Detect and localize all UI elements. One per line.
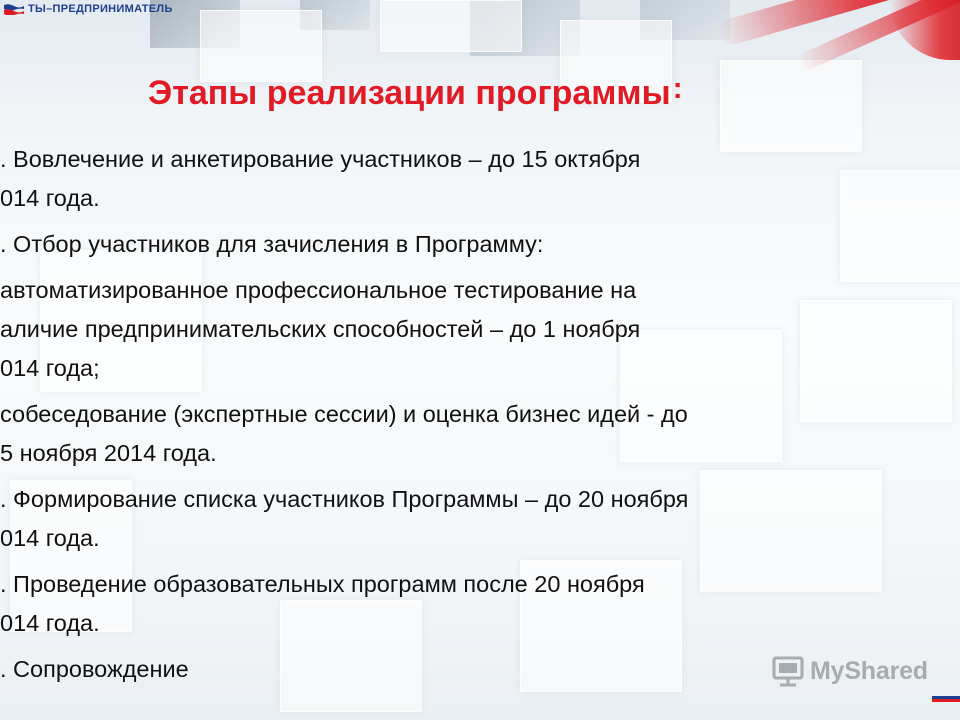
stage-paragraph [0,395,945,473]
text-line: . Отбор участников для зачисления в Программу: [0,231,544,257]
background-tile [200,10,322,82]
text-line: 014 года. [0,185,100,211]
watermark [770,654,928,688]
logo [0,0,173,18]
slide-title [148,74,683,113]
text-line: автоматизированное профессиональное тестирование на [0,277,637,303]
logo-text: ТЫ–ПРЕДПРИНИМАТЕЛЬ [28,3,173,15]
red-wave [890,0,960,60]
stage-paragraph [0,480,945,558]
watermark-text: MyShared [810,656,928,685]
text-line: . Вовлечение и анкетирование участников – до 15 октября [0,146,641,172]
background-tile [380,0,522,52]
corner-stripe [932,696,960,702]
flag-wave-icon [4,3,24,15]
text-line: 5 ноября 2014 года. [0,440,217,466]
text-line: . Формирование списка участников Программы – до 20 ноября [0,486,689,512]
slide-title-text: Этапы реализации программы [148,74,671,112]
stage-paragraph [0,271,945,388]
text-line: 014 года; [0,355,100,381]
text-line: . Сопровождение [0,656,189,682]
stage-paragraph [0,565,945,643]
text-line: 014 года. [0,610,100,636]
presentation-board-icon [770,654,806,688]
slide-body [0,140,945,689]
text-line: собеседование (экспертные сессии) и оценка бизнес идей - до [0,401,688,427]
slide-title-colon: : [672,72,683,105]
text-line: 014 года. [0,525,100,551]
text-line: аличие предпринимательских способностей – до 1 ноября [0,316,641,342]
stage-paragraph [0,140,945,218]
text-line: . Проведение образовательных программ после 20 ноября [0,571,645,597]
stage-paragraph [0,225,945,264]
background-tile [720,60,862,152]
